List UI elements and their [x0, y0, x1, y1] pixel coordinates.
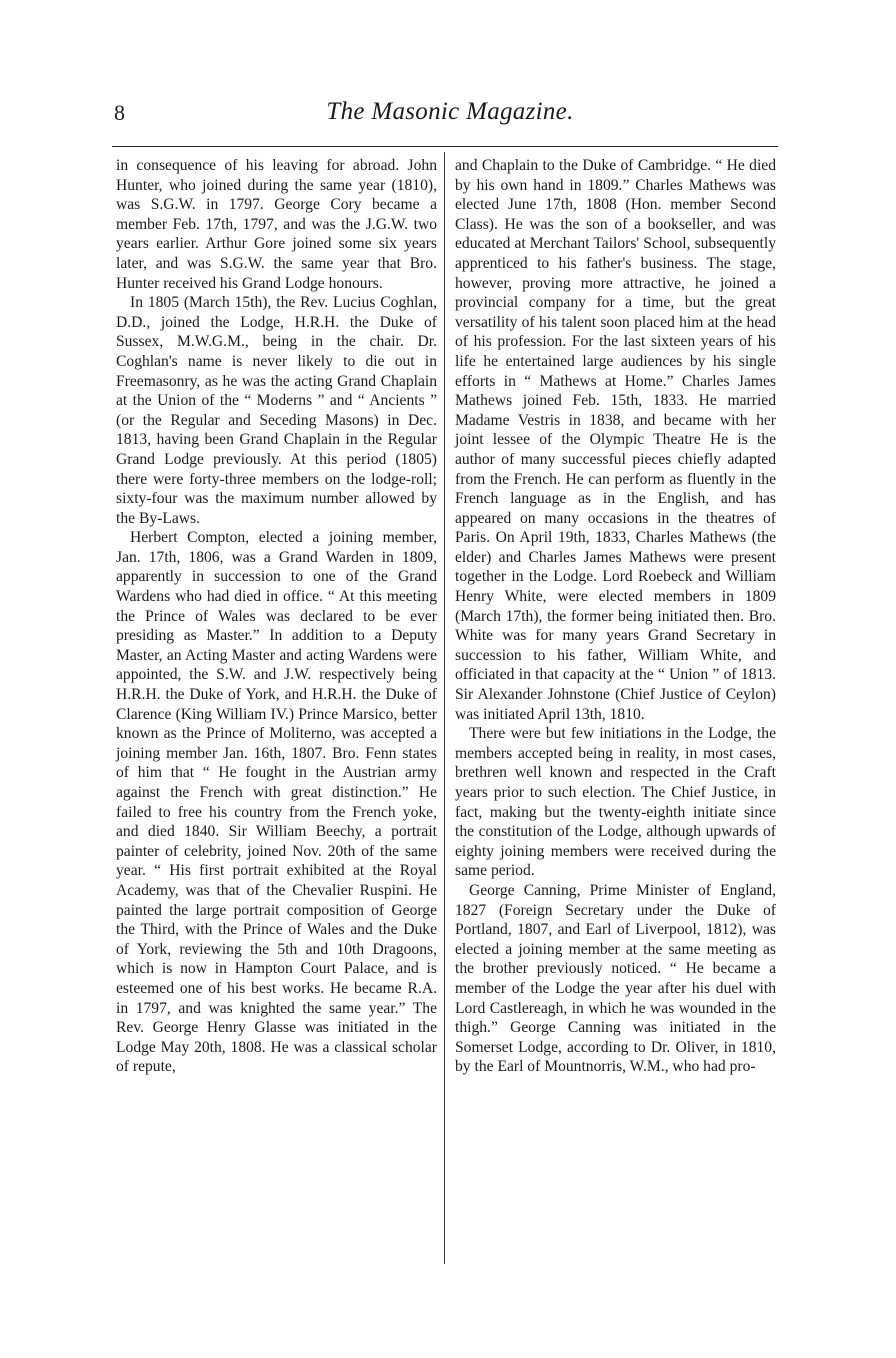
magazine-title: The Masonic Magazine. [326, 98, 574, 125]
right-column [455, 156, 776, 1077]
left-column [116, 156, 437, 1077]
column-divider [444, 152, 445, 1264]
left-paragraph-3: Herbert Compton, elected a joining member, Jan. 17th, 1806, was a Grand Warden in 1809, apparently in succession to one of the Grand Wardens who had died in office. “ At this meeting the Prince of Wales was declared to be ever presiding as Master.” In addition to a Deputy Master, an Acting Master and acting Wardens were appointed, the S.W. and J.W. respectively being H.R.H. the Duke of York, and H.R.H. the Duke of Clarence (King William IV.) Prince Marsico, better known as the Prince of Moliterno, was accepted a joining member Jan. 16th, 1807. Bro. Fenn states of him that “ He fought in the Austrian army against the French with great distinction.” He failed to free his country from the French yoke, and died 1840. Sir William Beechy, a portrait painter of celebrity, joined Nov. 20th of the same year. “ His first portrait exhibited at the Royal Academy, was that of the Chevalier Ruspini. He painted the large portrait composition of George the Third, with the Prince of Wales and the Duke of York, reviewing the 5th and 10th Dragoons, which is now in Hampton Court Palace, and is esteemed one of his best works. He became R.A. in 1797, and was knighted the same year.” The Rev. George Henry Glasse was initiated in the Lodge May 20th, 1808. He was a classical scholar of repute, [116, 529, 437, 1076]
page-number: 8 [114, 100, 125, 125]
right-paragraph-3: George Canning, Prime Minister of England, 1827 (Foreign Secretary under the Duke of Portland, 1807, and Earl of Liverpool, 1812), was elected a joining member at the same meeting as the brother previously noticed. “ He became a member of the Lodge the year after his duel with Lord Castlereagh, in which he was wounded in the thigh.” George Canning was initiated in the Somerset Lodge, according to Dr. Oliver, in 1810, by the Earl of Mountnorris, W.M., who had pro- [455, 881, 776, 1076]
right-paragraph-1: and Chaplain to the Duke of Cambridge. “ He died by his own hand in 1809.” Charles Mathews was elected June 17th, 1808 (Hon. member Second Class). He was the son of a bookseller, and was educated at Merchant Tailors' School, subsequently apprenticed to his father's business. The stage, however, proving more attractive, he joined a provincial company for a time, but the great versatility of his talent soon placed him at the head of his profession. For the last sixteen years of his life he entertained large audiences by his single efforts in “ Mathews at Home.” Charles James Mathews joined Feb. 15th, 1833. He married Madame Vestris in 1838, and became with her joint lessee of the Olympic Theatre He is the author of many successful pieces chiefly adapted from the French. He can perform as fluently in the French language as in the English, and has appeared on many occasions in the theatres of Paris. On April 19th, 1833, Charles Mathews (the elder) and Charles James Mathews were present together in the Lodge. Lord Roebeck and William Henry White, were elected members in 1809 (March 17th), the former being initiated then. Bro. White was for many years Grand Secretary in succession to his father, William White, and officiated in that capacity at the “ Union ” of 1813. Sir Alexander Johnstone (Chief Justice of Ceylon) was initiated April 13th, 1810. [455, 157, 776, 723]
left-paragraph-1: in consequence of his leaving for abroad. John Hunter, who joined during the same year (1810), was S.G.W. in 1797. George Cory became a member Feb. 17th, 1797, and was the J.G.W. two years earlier. Arthur Gore joined some six years later, and was S.G.W. the same year that Bro. Hunter received his Grand Lodge honours. [116, 157, 437, 292]
page-header [110, 96, 790, 136]
right-paragraph-2: There were but few initiations in the Lodge, the members accepted being in reality, in most cases, brethren well known and respected in the Craft years prior to such election. The Chief Justice, in fact, making but the twenty-eighth initiate since the constitution of the Lodge, although upwards of eighty joining members were received during the same period. [455, 725, 776, 880]
header-rule [112, 146, 778, 147]
left-paragraph-2: In 1805 (March 15th), the Rev. Lucius Coghlan, D.D., joined the Lodge, H.R.H. the Duke of Sussex, M.W.G.M., being in the chair. Dr. Coghlan's name is never likely to die out in Freemasonry, as he was the acting Grand Chaplain at the Union of the “ Moderns ” and “ Ancients ” (or the Regular and Seceding Masons) in Dec. 1813, having been Grand Chaplain in the Regular Grand Lodge previously. At this period (1805) there were forty-three members on the lodge-roll; sixty-four was the maximum number allowed by the By-Laws. [116, 294, 437, 527]
